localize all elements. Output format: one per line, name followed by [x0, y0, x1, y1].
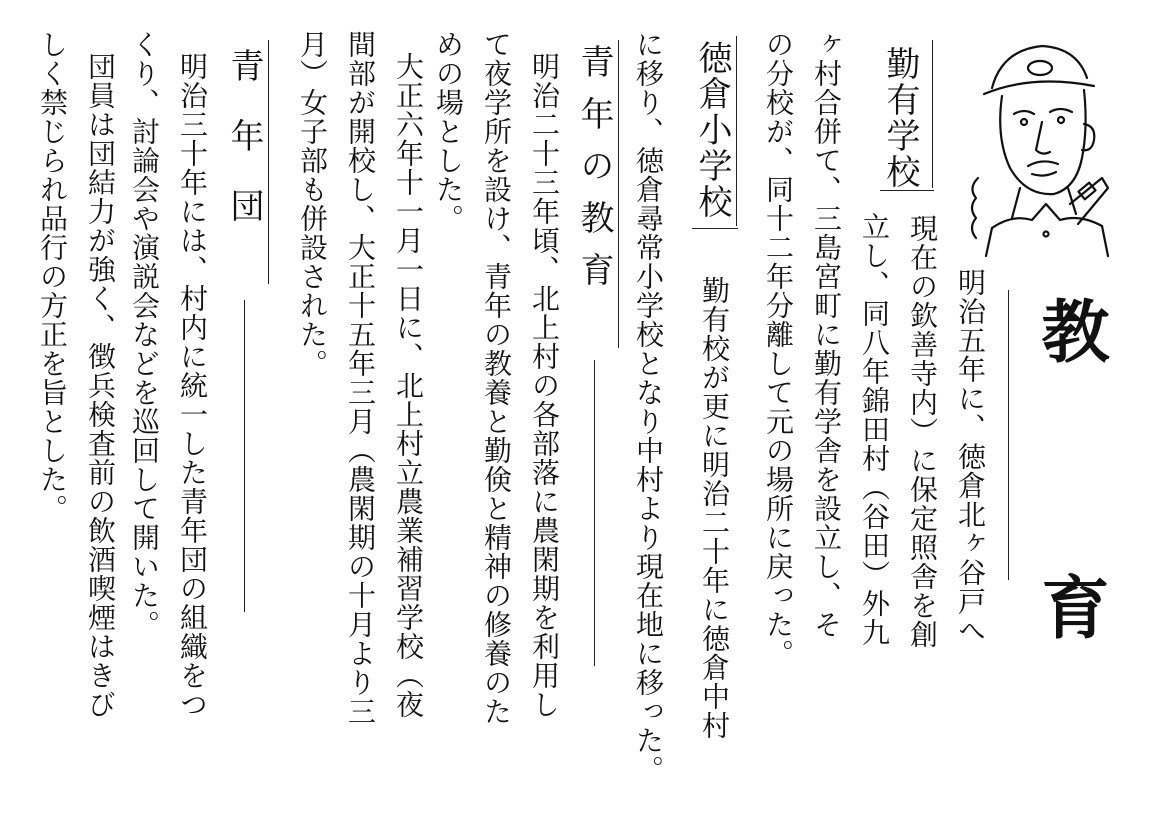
- heading-education-rule: [618, 40, 619, 348]
- text-column-9: て夜学所を設け、青年の教養と勤倹と精神の修養のた: [480, 30, 513, 726]
- text-column-3: 立し、同八年錦田村（谷田）外九: [858, 212, 891, 647]
- text-column-17: しく禁じられ品行の方正を旨とした。: [36, 30, 69, 523]
- text-column-5: の分校が、同十二年分離して元の場所に戻った。: [762, 30, 795, 668]
- text-column-6: 勤有校が更に明治二十年に徳倉中村: [698, 276, 731, 740]
- text-column-8: 明治二十三年頃、北上村の各部落に農閑期を利用し: [528, 52, 561, 719]
- heading-group-line: [244, 300, 245, 612]
- heading-youth-education: 青年の教育: [574, 44, 614, 304]
- text-column-4: ヶ村合併て、三島宮町に勤有学舎を設立し、そ: [810, 30, 843, 639]
- text-column-14: 明治三十年には、村内に統一した青年団の組織をつ: [176, 52, 209, 719]
- text-column-10: めの場とした。: [432, 30, 465, 233]
- heading-kinyu-rule: [932, 40, 933, 188]
- text-column-2: 現在の欽善寺内）に保定照舎を創: [906, 214, 939, 649]
- heading-tokura-underline: [692, 228, 738, 229]
- heading-youth-group: 青年団: [224, 48, 264, 258]
- text-column-13: 月）女子部も併設された。: [296, 30, 329, 378]
- text-column-16: 団員は団結力が強く、徴兵検査前の飲酒喫煙はきび: [84, 52, 117, 719]
- heading-tokura-school: 徳倉小学校: [692, 40, 732, 220]
- heading-group-rule: [268, 40, 269, 284]
- heading-kinyu-school: 勤有学校: [880, 46, 920, 190]
- text-column-11: 大正六年十一月一日に、北上村立農業補習学校（夜: [392, 52, 425, 719]
- heading-tokura-rule: [736, 36, 737, 226]
- heading-kinyu-underline: [880, 190, 934, 191]
- text-column-7: に移り、徳倉尋常小学校となり中村より現在地に移った。: [632, 30, 665, 784]
- text-column-1: 明治五年に、徳倉北ヶ谷戸へ: [954, 268, 987, 645]
- text-column-15: くり、討論会や演説会などを巡回して開いた。: [128, 30, 161, 639]
- title-divider: [1008, 290, 1009, 580]
- text-column-12: 間部が開校し、大正十五年三月（農閑期の十月より三: [344, 30, 377, 726]
- heading-education-line: [594, 360, 595, 666]
- page-title: 教 育: [1030, 296, 1110, 710]
- man-in-cap-illustration: [962, 28, 1112, 258]
